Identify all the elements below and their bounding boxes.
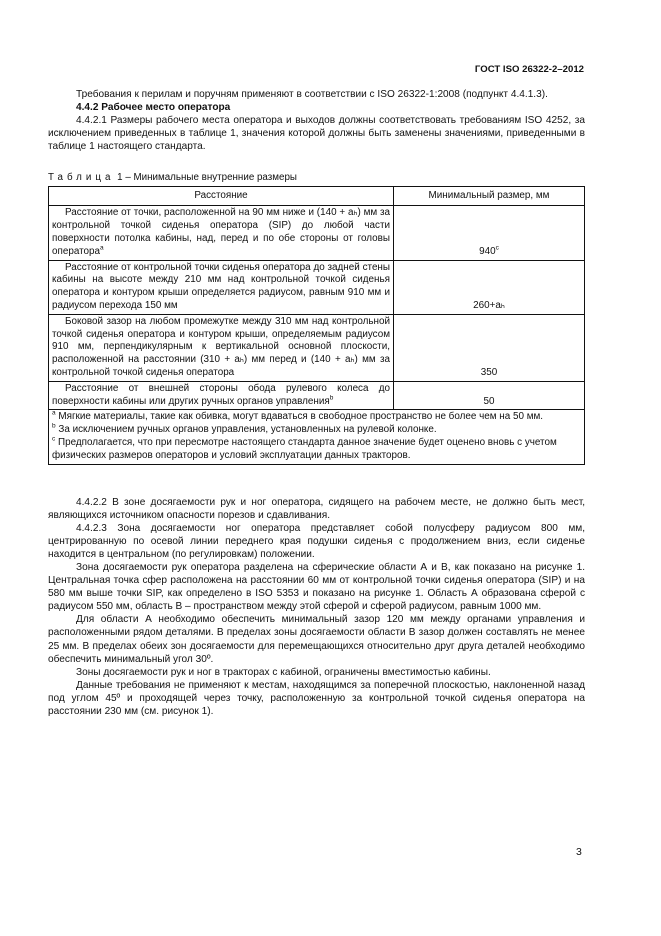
value-text: 940 [479, 245, 496, 257]
footnote-mark: c [495, 244, 499, 252]
note-text: Мягкие материалы, такие как обивка, могут вдаваться в свободное пространство не более чем на 50 мм. [55, 411, 544, 423]
row-description [49, 260, 394, 314]
row-value [394, 314, 585, 381]
row-value [394, 206, 585, 260]
column-header-min-size: Минимальный размер, мм [394, 186, 585, 206]
row-text: Расстояние от точки, расположенной на 90 мм ниже и (140 + aₕ) мм за контрольной точкой сиденья оператора (SIP) до любой части поверхности потолка кабины, над, перед и по обе стороны от головы оператора [52, 207, 390, 257]
intro-paragraph: Требования к перилам и поручням применяют в соответствии с ISO 26322-1:2008 (подпункт 4.4.1.3). [76, 89, 548, 100]
column-header-distance: Расстояние [49, 186, 394, 206]
page-number: 3 [576, 846, 582, 858]
paragraph-reach-zones: Зона досягаемости рук оператора разделена на сферические области А и В, как показано на рисунке 1. Центральная точка сфер расположена на расстоянии 60 мм от контрольной точки сиденья оператора (SIP) и на 580 мм выше точки SIP, как определено в ISO 5353 и показано на рисунке 1. Область А образована сферой с радиусом 550 мм, область В – пространством между этой сферой и сферой радиусом, равным 1000 мм. [48, 561, 585, 613]
table-caption [48, 171, 585, 184]
row-description [49, 381, 394, 410]
row-text: Боковой зазор на любом промежутке между 310 мм над контрольной точкой сиденья оператора и контуром крыши, определяемым радиусом 910 мм, перпендикулярным к вертикальной основной плоскости, расположенной на расстоянии (310 + aₕ) мм перед и (140 + aₕ) мм за контрольной точкой сиденья оператора [52, 315, 390, 378]
table-notes-row [49, 410, 585, 464]
value-text: 260+aₕ [473, 299, 505, 311]
document-header: ГОСТ ISO 26322-2–2012 [474, 64, 584, 75]
paragraph-area-a: Для области А необходимо обеспечить минимальный зазор 120 мм между органами управления и расположенными рядом деталями. В пределах зоны досягаемости области В зазор должен составлять не менее 25 мм. В пределах обеих зон досягаемости для перемещающихся относительно друг друга деталей необходимо обеспечить минимальный угол 30º. [48, 614, 585, 665]
dimensions-table [48, 186, 585, 465]
note-mark: a [52, 410, 56, 418]
paragraph-4423: 4.4.2.3 Зона досягаемости ног оператора представляет собой полусферу радиусом 800 мм, центрированную по осевой линии переднего края подушки сиденья с продолжением вниз, если сиденье находится в центральном (по регулировкам) положении. [48, 522, 585, 560]
table-caption-text: 1 – Минимальные внутренние размеры [114, 172, 297, 184]
paragraph-not-apply: Данные требования не применяют к местам, находящимся за поперечной плоскостью, наклоненной назад под углом 45º и проходящей через точку, расположенную за контрольной точкой сиденья оператора на расстоянии 230 мм (см. рисунок 1). [48, 679, 585, 717]
table-header-row [49, 186, 585, 206]
table-row [49, 314, 585, 381]
page-content [48, 88, 585, 718]
table-note [52, 437, 581, 463]
value-text: 350 [480, 366, 498, 378]
paragraph-4422: 4.4.2.2 В зоне досягаемости рук и ног оператора, сидящего на рабочем месте, не должно быть мест, являющихся источником опасности порезов и сдавливания. [48, 496, 585, 521]
note-text: За исключением ручных органов управления, установленных на рулевой колонке. [55, 424, 437, 436]
footnote-mark: b [329, 394, 334, 402]
table-caption-word: Таблица [48, 172, 115, 184]
body-text [48, 496, 585, 719]
row-value [394, 381, 585, 410]
section-heading: 4.4.2 Рабочее место оператора [76, 102, 231, 114]
row-description [49, 206, 394, 260]
table-row [49, 381, 585, 410]
note-mark: c [52, 435, 56, 443]
note-text: Предполагается, что при пересмотре настоящего стандарта данное значение будет оценено вновь с учетом физических размеров операторов и условий эксплуатации данных тракторов. [52, 436, 557, 461]
paragraph-4421: 4.4.2.1 Размеры рабочего места оператора и выходов должны соответствовать требованиям ISO 4252, за исключением приведенных в таблице 1, значения которой должны быть заменены значениями, приведенными в таблице 1 настоящего стандарта. [48, 115, 585, 153]
row-value [394, 260, 585, 314]
footnote-mark: a [100, 244, 104, 252]
table-row [49, 206, 585, 260]
note-mark: b [52, 422, 56, 430]
table-notes [49, 410, 585, 464]
paragraph-cabin: Зоны досягаемости рук и ног в тракторах с кабиной, ограничены вместимостью кабины. [76, 666, 491, 678]
table-row [49, 260, 585, 314]
row-text: Расстояние от внешней стороны обода рулевого колеса до поверхности кабины или других ручных органов управления [52, 382, 390, 407]
table-note [52, 411, 581, 424]
table-note [52, 424, 581, 437]
row-text: Расстояние от контрольной точки сиденья оператора до задней стены кабины на высоте между 210 мм над контрольной точкой сиденья оператора и контуром крыши определяется радиусом, равным 910 мм и радиусом перехода 150 мм [52, 261, 390, 311]
row-description [49, 314, 394, 381]
value-text: 50 [483, 395, 495, 407]
